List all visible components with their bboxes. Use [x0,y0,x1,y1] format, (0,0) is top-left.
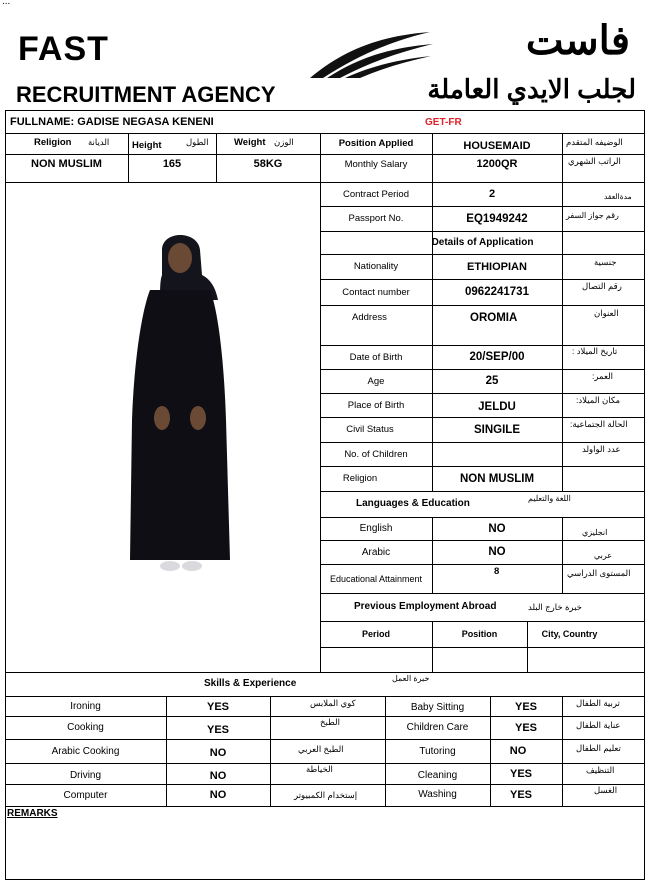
education-label-ar: المستوى الدراسي [567,568,631,578]
skill-value: NO [209,747,227,759]
civil-status-value: SINGILE [473,423,520,436]
contract-label: Contract Period [342,188,409,200]
children-label: No. of Children [344,448,408,460]
religion2-value: NON MUSLIM [459,472,535,485]
skill-value: YES [509,767,532,780]
skill-value: YES [514,721,537,734]
dob-label-ar: تاريخ الميلاد : [572,346,618,356]
languages-title: Languages & Education [356,498,470,509]
education-value: 8 [494,566,500,577]
height-value: 165 [162,158,182,170]
skill-value: YES [509,789,532,801]
english-value: NO [488,522,506,535]
skills-title-ar: خبرة العمل [392,674,430,683]
employment-col-city: City, Country [541,629,598,639]
skill-label-ar: الخياطة [306,764,333,774]
passport-label: Passport No. [348,213,404,224]
passport-label-ar: رقم جواز السفر [566,211,619,220]
skill-label-ar: إستخدام الكمبيوتر [294,790,358,800]
children-label-ar: عدد الواولد [582,444,621,454]
skill-label-ar: تعليم الطفال [576,743,621,753]
position-value: HOUSEMAID [463,139,531,152]
weight-label-ar: الوزن [274,137,294,147]
brand-title-en: FAST [18,30,109,68]
skill-label-ar: عناية الطفال [576,720,621,730]
address-label: Address [352,312,387,323]
skill-value: NO [509,745,527,757]
skill-label: Computer [63,789,108,801]
skill-label: Ironing [70,700,101,712]
skill-value: YES [206,723,229,736]
skill-label: Washing [418,788,457,800]
skill-label-ar: تربية الطفال [576,698,620,708]
applicant-code: GET-FR [425,117,462,128]
nationality-value: ETHIOPIAN [467,260,527,273]
skill-label-ar: الطبخ [320,717,340,727]
skills-title: Skills & Experience [204,678,297,689]
children-value [432,442,562,466]
skill-label: Baby Sitting [410,701,465,713]
contact-label: Contact number [342,286,410,298]
employment-title-ar: خبرة خارج البلد [528,602,582,612]
salary-value: 1200QR [476,158,518,170]
weight-value: 58KG [253,158,283,170]
dob-label: Date of Birth [349,351,403,363]
nationality-label: Nationality [353,261,399,272]
pob-label: Place of Birth [347,399,405,411]
skill-label: Tutoring [419,745,456,757]
education-label: Educational Attainment [329,573,423,584]
civil-status-label: Civil Status [346,424,394,435]
details-section-title: Details of Application [431,237,534,248]
skill-label-ar: الغسل [594,785,618,795]
religion-label-ar: الديانة [88,137,110,147]
dob-value: 20/SEP/00 [469,351,525,363]
languages-title-ar: اللغة والتعليم [528,494,571,503]
religion-label: Religion [34,137,72,148]
civil-status-label-ar: الحالة الجتماعية: [570,419,628,429]
remarks-label: REMARKS [7,808,58,819]
position-label-ar: الوضيفه المتقدم [566,137,623,147]
brand-subtitle-en: RECRUITMENT AGENCY [16,82,276,107]
employment-col-position: Position [461,629,498,639]
position-label: Position Applied [338,138,414,149]
skill-value: YES [514,701,537,713]
salary-label-ar: الراتب الشهري [568,156,621,166]
brand-title-ar: فاست [525,19,630,63]
passport-value: EQ1949242 [466,212,528,225]
skill-label: Arabic Cooking [51,745,120,757]
skill-label-ar: كوي الملابس [310,698,356,708]
arabic-label-ar: عربي [594,551,613,560]
age-label: Age [367,375,385,387]
contract-value: 2 [488,188,496,200]
applicant-photo [120,220,240,580]
contract-label-ar: مدةالعقد [604,192,632,201]
english-label-ar: انجليزي [582,528,608,537]
pob-value: JELDU [478,401,516,413]
weight-label: Weight [234,137,266,148]
age-label-ar: العمر: [592,371,614,381]
address-label-ar: العنوان [594,308,619,318]
skill-label-ar: الطبخ العربي [298,744,344,754]
age-value: 25 [485,375,499,387]
religion2-label: Religion [342,473,378,484]
skill-value: NO [209,789,227,801]
contact-value: 0962241731 [465,286,529,298]
address-value: OROMIA [470,312,518,324]
height-label: Height [132,140,162,151]
skill-value: YES [206,701,229,713]
nationality-label-ar: جنسية [594,257,617,267]
salary-label: Monthly Salary [344,158,408,170]
english-label: English [359,523,393,534]
skill-label: Children Care [406,722,469,733]
height-label-ar: الطول [186,137,209,147]
arabic-value: NO [488,546,506,558]
employment-col-period: Period [361,629,390,639]
religion-value: NON MUSLIM [31,158,102,170]
skill-label: Cooking [67,722,104,733]
brand-subtitle-ar: لجلب الايدي العاملة [427,74,636,104]
arabic-label: Arabic [361,546,391,558]
employment-title: Previous Employment Abroad [354,601,497,612]
contact-label-ar: رقم التصال [582,281,622,291]
skill-label: Driving [69,770,102,781]
pob-label-ar: مكان الميلاد: [576,395,621,405]
fullname: FULLNAME: GADISE NEGASA KENENI [10,116,214,128]
skill-label-ar: التنظيف [586,765,615,775]
corner-dots: ... [2,0,11,7]
swoosh-logo-icon [305,28,435,80]
skill-label: Cleaning [417,770,458,781]
skill-value: NO [209,769,227,782]
